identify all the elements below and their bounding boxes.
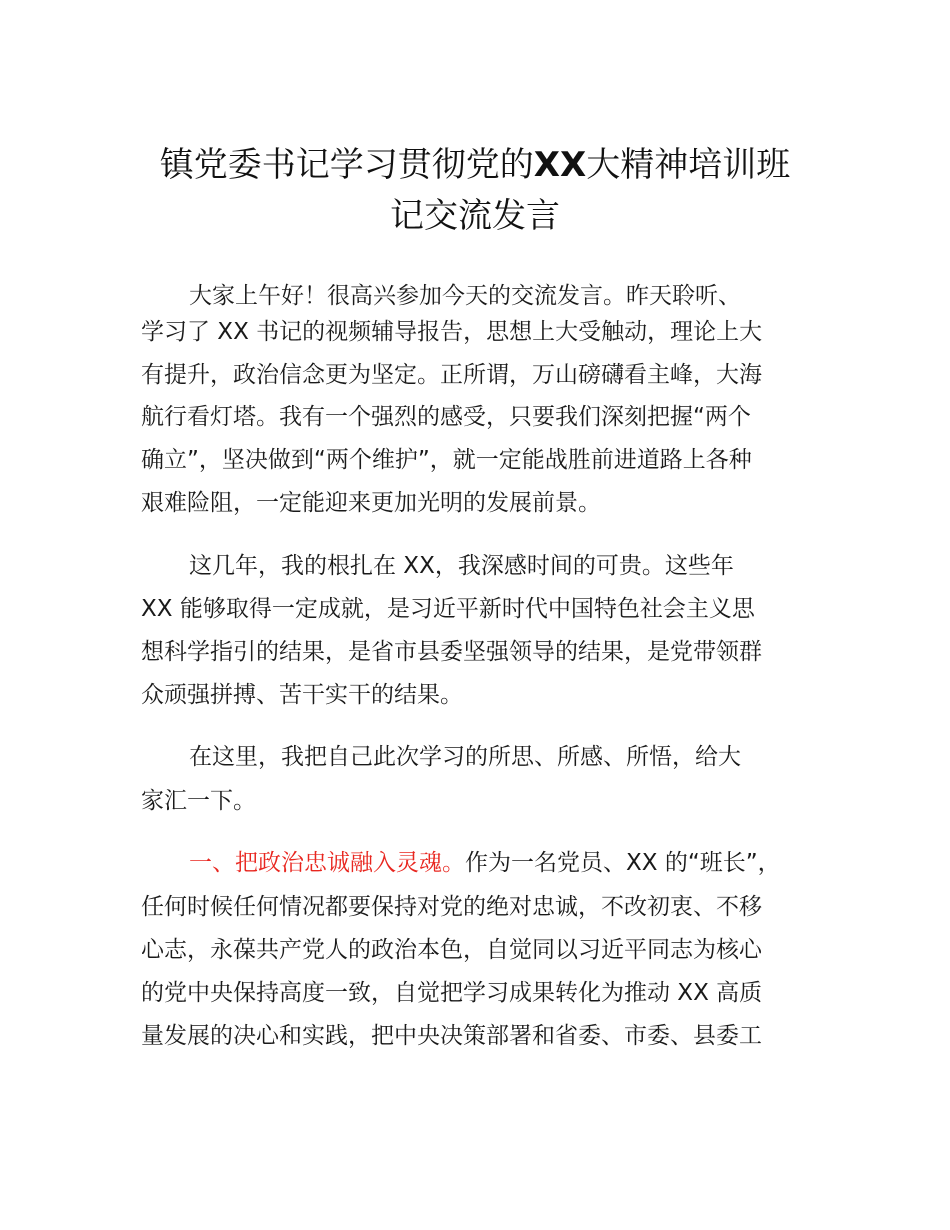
paragraph-2-line-1: 这几年，我的根扎在 XX，我深感时间的可贵。这些年	[189, 553, 734, 579]
paragraph-3-line-2: 家汇一下。	[141, 788, 256, 814]
document-title-line-2: 记交流发言	[390, 196, 560, 236]
paragraph-2-line-3: 想科学指引的结果，是省市县委坚强领导的结果，是党带领群	[141, 639, 762, 665]
title-text-1a: 镇党委书记学习贯彻党的	[159, 145, 534, 185]
title-text-1b: XX	[533, 145, 587, 185]
paragraph-2-line-2: XX 能够取得一定成就，是习近平新时代中国特色社会主义思	[141, 596, 755, 622]
paragraph-4-line-3: 心志，永葆共产党人的政治本色，自觉同以习近平同志为核心	[141, 937, 762, 963]
paragraph-1-line-2: 学习了 XX 书记的视频辅导报告，思想上大受触动，理论上大	[141, 319, 763, 345]
paragraph-1-line-6: 艰难险阻，一定能迎来更加光明的发展前景。	[141, 490, 601, 516]
paragraph-2-line-4: 众顽强拼搏、苦干实干的结果。	[141, 682, 463, 708]
paragraph-4-line-4: 的党中央保持高度一致，自觉把学习成果转化为推动 XX 高质	[141, 980, 763, 1006]
paragraph-1-line-4: 航行看灯塔。我有一个强烈的感受，只要我们深刻把握“两个	[141, 404, 751, 430]
paragraph-4-line-2: 任何时候任何情况都要保持对党的绝对忠诚，不改初衷、不移	[141, 894, 762, 920]
document-title-line-1	[100, 139, 850, 191]
paragraph-1-line-1: 大家上午好！很高兴参加今天的交流发言。昨天聆听、	[189, 283, 741, 309]
paragraph-4-line-1-rest: 作为一名党员、XX 的“班长”，	[465, 850, 781, 876]
paragraph-4-line-1	[189, 843, 869, 883]
title-text-1c: 大精神培训班	[586, 145, 791, 185]
paragraph-1-line-3: 有提升，政治信念更为坚定。正所谓，万山磅礴看主峰，大海	[141, 362, 762, 388]
paragraph-3-line-1: 在这里，我把自己此次学习的所思、所感、所悟，给大	[189, 744, 741, 770]
paragraph-1-line-5: 确立”，坚决做到“两个维护”，就一定能战胜前进道路上各种	[141, 447, 752, 473]
paragraph-4-line-5: 量发展的决心和实践，把中央决策部署和省委、市委、县委工	[141, 1023, 762, 1049]
section-heading-1: 一、把政治忠诚融入灵魂。	[189, 850, 465, 876]
